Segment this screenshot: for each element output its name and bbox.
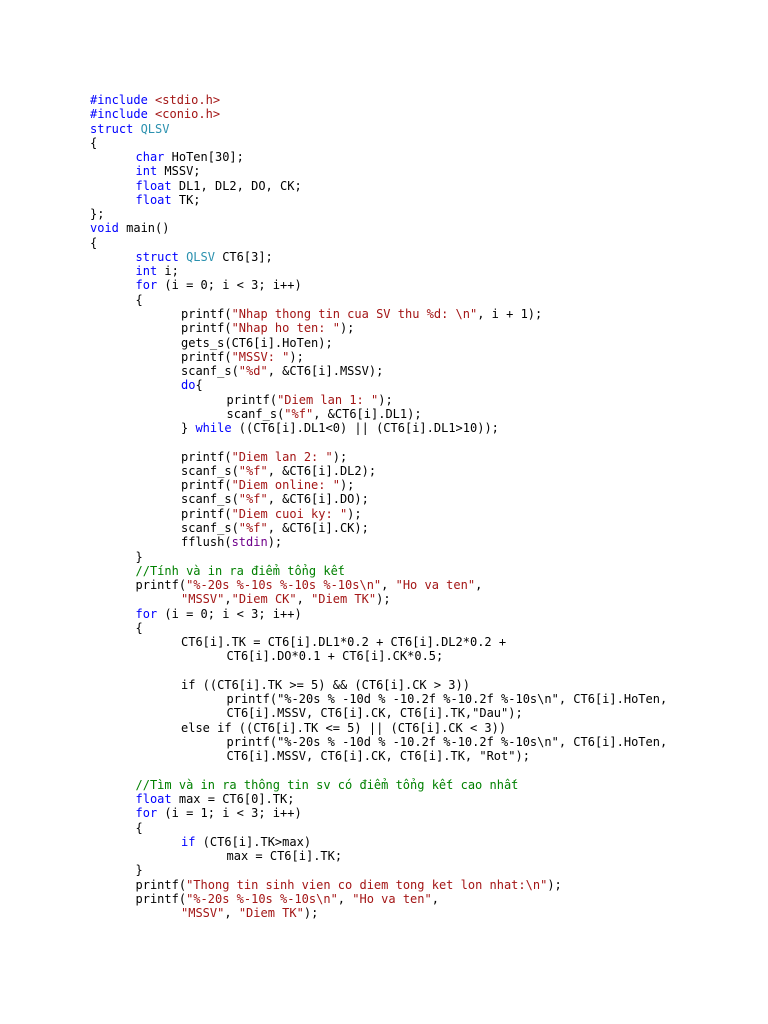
code-line bbox=[90, 107, 667, 121]
code-token-plain: } bbox=[181, 421, 196, 436]
code-line bbox=[90, 892, 667, 906]
code-token-string: "Nhap ho ten: " bbox=[231, 321, 340, 336]
code-line bbox=[90, 507, 667, 521]
code-line bbox=[90, 607, 667, 621]
code-token-plain: ); bbox=[267, 535, 283, 550]
code-token-string: <stdio.h> bbox=[155, 93, 221, 107]
code-token-plain: else if ((CT6[i].TK <= 5) || (CT6[i].CK < 3)) bbox=[181, 720, 507, 735]
code-token-plain: CT6[i].TK = CT6[i].DL1*0.2 + CT6[i].DL2*0.2 + bbox=[181, 635, 507, 650]
code-token-plain: CT6[i].DO*0.1 + CT6[i].CK*0.5; bbox=[226, 649, 444, 664]
code-token-plain: ); bbox=[378, 392, 393, 407]
code-token-plain: , bbox=[431, 891, 439, 906]
code-token-plain: scanf_s( bbox=[181, 520, 239, 535]
code-line bbox=[90, 207, 667, 221]
code-line bbox=[90, 906, 667, 920]
code-token-plain: max = CT6[0].TK; bbox=[171, 792, 295, 807]
code-token-plain: if ((CT6[i].TK >= 5) && (CT6[i].CK > 3)) bbox=[181, 677, 470, 692]
code-token-string: "Nhap thong tin cua SV thu %d: \n" bbox=[231, 306, 478, 321]
code-token-string: "%-20s %-10s %-10s\n" bbox=[186, 891, 338, 906]
code-token-identifier-macro: stdin bbox=[231, 535, 268, 550]
code-line bbox=[90, 136, 667, 150]
code-line bbox=[90, 521, 667, 535]
code-token-plain: ); bbox=[547, 877, 562, 892]
code-token-string: "MSSV: " bbox=[231, 349, 290, 364]
code-listing bbox=[90, 93, 667, 920]
code-line bbox=[90, 664, 667, 678]
code-token-plain: , &CT6[i].CK); bbox=[267, 520, 369, 535]
code-line bbox=[90, 336, 667, 350]
code-line bbox=[90, 150, 667, 164]
code-token-type-name: QLSV bbox=[140, 121, 170, 136]
code-token-plain: } bbox=[135, 549, 143, 564]
code-line bbox=[90, 721, 667, 735]
code-token-plain: scanf_s( bbox=[226, 406, 285, 421]
code-line bbox=[90, 863, 667, 877]
code-token-plain: fflush( bbox=[181, 535, 232, 550]
code-token-plain: ); bbox=[289, 349, 304, 364]
code-token-comment: //Tìm và in ra thông tin sv có điểm tổng kết cao nhất bbox=[135, 777, 519, 792]
code-token-plain: gets_s(CT6[i].HoTen); bbox=[181, 335, 333, 350]
code-token-string: "%f" bbox=[238, 463, 268, 478]
code-line bbox=[90, 278, 667, 292]
code-line bbox=[90, 592, 667, 606]
code-token-keyword: for bbox=[135, 806, 158, 821]
code-line bbox=[90, 692, 667, 706]
code-token-plain: , bbox=[296, 592, 312, 607]
code-line bbox=[90, 564, 667, 578]
code-line bbox=[90, 421, 667, 435]
code-token-string: "MSSV" bbox=[181, 592, 225, 607]
code-line bbox=[90, 435, 667, 449]
code-line bbox=[90, 450, 667, 464]
code-token-keyword: float bbox=[135, 192, 172, 207]
code-token-plain: ); bbox=[376, 592, 391, 607]
code-token-string: "Diem TK" bbox=[311, 592, 377, 607]
code-token-string: "%f" bbox=[284, 406, 314, 421]
code-token-string: <conio.h> bbox=[155, 107, 221, 122]
code-token-plain: TK; bbox=[171, 192, 201, 207]
code-token-plain: { bbox=[90, 135, 98, 150]
code-token-plain: , &CT6[i].DL1); bbox=[313, 406, 422, 421]
code-line bbox=[90, 778, 667, 792]
code-token-string: "Ho va ten" bbox=[395, 578, 476, 593]
code-token-plain: scanf_s( bbox=[181, 492, 239, 507]
code-token-plain: printf( bbox=[135, 891, 187, 906]
code-line bbox=[90, 763, 667, 777]
code-token-keyword: do bbox=[181, 378, 196, 393]
code-token-plain: , bbox=[224, 906, 239, 921]
code-token-string: "%-20s %-10s %-10s %-10s\n" bbox=[186, 578, 382, 593]
code-token-plain: scanf_s( bbox=[181, 364, 239, 379]
code-line bbox=[90, 236, 667, 250]
code-line bbox=[90, 164, 667, 178]
code-token-plain: printf( bbox=[226, 392, 278, 407]
code-token-plain: }; bbox=[90, 207, 105, 222]
code-token-string: "MSSV" bbox=[181, 906, 225, 921]
code-line bbox=[90, 264, 667, 278]
code-token-plain: HoTen[30]; bbox=[164, 150, 244, 165]
code-line bbox=[90, 578, 667, 592]
code-token-plain: ); bbox=[303, 906, 319, 921]
code-token-keyword: while bbox=[195, 421, 232, 436]
code-token-plain: CT6[3]; bbox=[214, 249, 273, 264]
code-token-plain: DL1, DL2, DO, CK; bbox=[171, 178, 302, 193]
code-line bbox=[90, 221, 667, 235]
code-line bbox=[90, 835, 667, 849]
code-line bbox=[90, 307, 667, 321]
code-line bbox=[90, 635, 667, 649]
code-line bbox=[90, 849, 667, 863]
code-token-keyword: if bbox=[181, 834, 196, 849]
code-token-plain: { bbox=[135, 292, 143, 307]
code-line bbox=[90, 321, 667, 335]
code-token-plain: , &CT6[i].DO); bbox=[267, 492, 369, 507]
code-token-plain: { bbox=[195, 378, 203, 393]
code-token-keyword: int bbox=[135, 164, 158, 179]
code-token-plain: (CT6[i].TK>max) bbox=[195, 834, 312, 849]
code-token-plain: max = CT6[i].TK; bbox=[226, 849, 343, 864]
code-token-keyword: float bbox=[135, 792, 172, 807]
code-line bbox=[90, 122, 667, 136]
code-token-plain: { bbox=[135, 820, 143, 835]
code-token-keyword: float bbox=[135, 178, 172, 193]
code-token-string: "Thong tin sinh vien co diem tong ket lon nhat:\n" bbox=[186, 877, 548, 892]
code-token-plain: printf( bbox=[181, 321, 232, 336]
code-token-string: "Diem lan 2: " bbox=[231, 449, 333, 464]
code-token-plain: MSSV; bbox=[157, 164, 201, 179]
code-token-keyword: for bbox=[135, 278, 158, 293]
code-token-plain: , &CT6[i].DL2); bbox=[267, 463, 377, 478]
code-line bbox=[90, 393, 667, 407]
code-line bbox=[90, 550, 667, 564]
code-line bbox=[90, 378, 667, 392]
code-line bbox=[90, 649, 667, 663]
code-token-plain: ); bbox=[347, 506, 362, 521]
code-line bbox=[90, 878, 667, 892]
code-token-plain: , bbox=[337, 891, 353, 906]
code-line bbox=[90, 678, 667, 692]
code-line bbox=[90, 293, 667, 307]
code-token-plain: scanf_s( bbox=[181, 463, 239, 478]
code-token-plain: printf( bbox=[135, 578, 187, 593]
code-token-plain: , i + 1); bbox=[477, 306, 543, 321]
code-token-keyword: #include bbox=[90, 107, 156, 122]
code-token-keyword: for bbox=[135, 606, 158, 621]
code-token-type-name: QLSV bbox=[186, 249, 215, 264]
code-token-plain: (i = 0; i < 3; i++) bbox=[157, 606, 302, 621]
code-line bbox=[90, 492, 667, 506]
code-token-plain: { bbox=[90, 235, 98, 250]
code-token-plain: CT6[i].MSSV, CT6[i].CK, CT6[i].TK, "Rot"); bbox=[226, 749, 530, 764]
code-token-string: "%f" bbox=[238, 492, 268, 507]
code-line bbox=[90, 621, 667, 635]
code-token-plain: ((CT6[i].DL1<0) || (CT6[i].DL1>10)); bbox=[231, 421, 499, 436]
code-token-string: "%f" bbox=[238, 520, 268, 535]
code-token-plain: (i = 1; i < 3; i++) bbox=[157, 806, 302, 821]
code-token-plain: , bbox=[381, 578, 396, 593]
code-line bbox=[90, 250, 667, 264]
code-token-plain: printf("%-20s % -10d % -10.2f %-10.2f %-10s\n", CT6[i].HoTen, bbox=[226, 692, 668, 707]
code-token-keyword: struct bbox=[135, 249, 187, 264]
code-token-plain: ); bbox=[332, 449, 348, 464]
code-token-string: "Ho va ten" bbox=[352, 891, 432, 906]
code-line bbox=[90, 364, 667, 378]
code-token-plain: } bbox=[135, 863, 143, 878]
code-token-keyword: struct bbox=[90, 121, 141, 136]
code-token-plain: , &CT6[i].MSSV); bbox=[267, 364, 384, 379]
code-line bbox=[90, 478, 667, 492]
code-line bbox=[90, 193, 667, 207]
code-token-plain: (i = 0; i < 3; i++) bbox=[157, 278, 302, 293]
code-line bbox=[90, 806, 667, 820]
code-token-plain: ); bbox=[339, 321, 355, 336]
code-token-string: "Diem cuoi ky: " bbox=[231, 506, 348, 521]
code-token-plain: printf( bbox=[181, 506, 232, 521]
code-line bbox=[90, 535, 667, 549]
code-line bbox=[90, 350, 667, 364]
code-token-plain: , bbox=[224, 592, 232, 607]
code-token-plain: main() bbox=[118, 221, 170, 236]
code-token-plain: printf( bbox=[135, 877, 187, 892]
code-token-plain: CT6[i].MSSV, CT6[i].CK, CT6[i].TK,"Dau"); bbox=[226, 706, 523, 721]
code-token-string: "Diem online: " bbox=[231, 478, 340, 493]
code-line bbox=[90, 706, 667, 720]
code-token-string: "Diem lan 1: " bbox=[277, 392, 379, 407]
code-token-string: "Diem CK" bbox=[231, 592, 297, 607]
code-token-string: "Diem TK" bbox=[238, 906, 304, 921]
code-token-plain: printf( bbox=[181, 306, 232, 321]
code-token-comment: //Tính và in ra điểm tổng kết bbox=[135, 563, 346, 578]
code-token-keyword: int bbox=[135, 264, 158, 279]
code-token-plain: printf( bbox=[181, 478, 232, 493]
code-token-plain: , bbox=[475, 578, 483, 593]
code-token-plain: printf( bbox=[181, 449, 232, 464]
code-line bbox=[90, 179, 667, 193]
code-line bbox=[90, 407, 667, 421]
code-line bbox=[90, 792, 667, 806]
code-token-plain: printf("%-20s % -10d % -10.2f %-10.2f %-10s\n", CT6[i].HoTen, bbox=[226, 734, 668, 749]
code-line bbox=[90, 464, 667, 478]
code-line bbox=[90, 749, 667, 763]
code-token-plain: { bbox=[135, 620, 143, 635]
code-line bbox=[90, 735, 667, 749]
code-token-keyword: #include bbox=[90, 93, 156, 107]
code-token-keyword: char bbox=[135, 150, 165, 165]
code-line bbox=[90, 93, 667, 107]
code-token-plain: i; bbox=[157, 264, 179, 279]
code-token-keyword: void bbox=[90, 221, 119, 236]
code-token-plain: ); bbox=[339, 478, 355, 493]
code-line bbox=[90, 821, 667, 835]
code-token-plain: printf( bbox=[181, 349, 232, 364]
code-token-string: "%d" bbox=[238, 364, 268, 379]
